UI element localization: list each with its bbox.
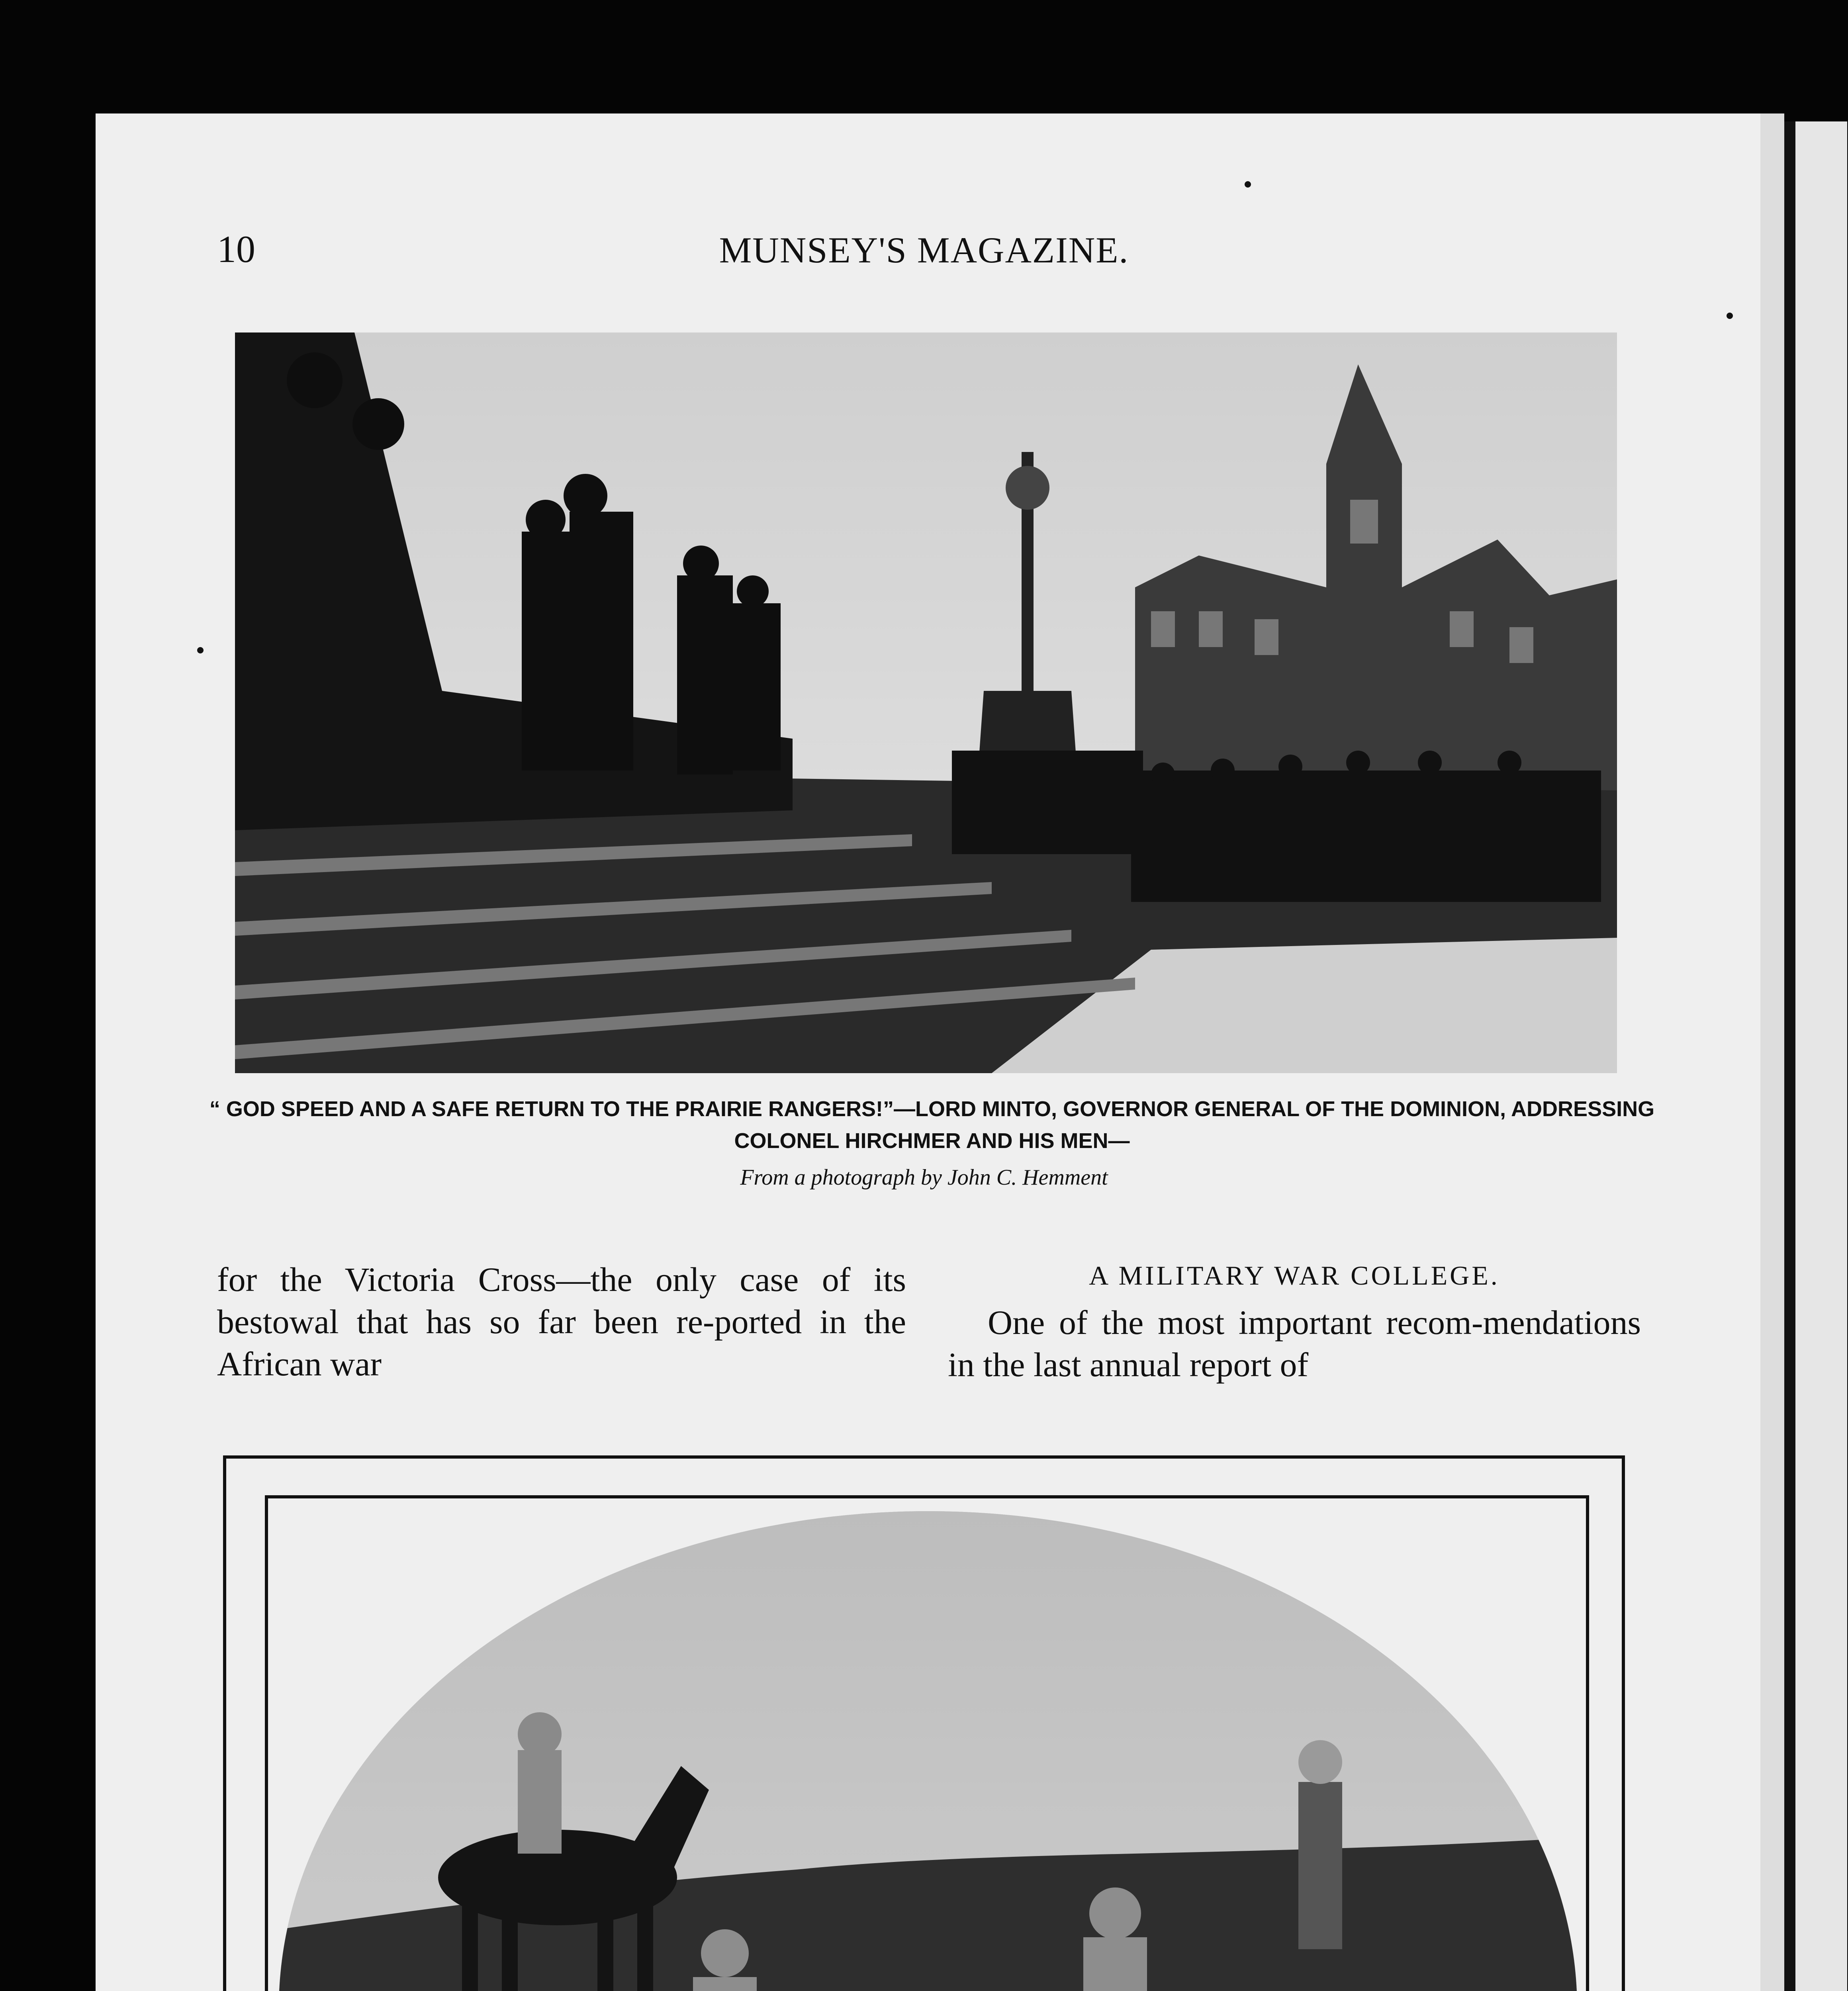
section-heading: A MILITARY WAR COLLEGE.	[1089, 1260, 1500, 1291]
top-photo-caption: “ GOD SPEED AND A SAFE RETURN TO THE PRAIRIE RANGERS!”—LORD MINTO, GOVERNOR GENERAL OF THE DOMINION, ADDRESSING COLONEL HIRCHMER AND HIS MEN—	[209, 1097, 1655, 1153]
top-photograph	[235, 332, 1617, 1073]
parliament-steps-scene	[235, 332, 1617, 1073]
scan-speck	[1245, 181, 1251, 188]
scan-speck	[1727, 313, 1733, 319]
right-column	[948, 1258, 1641, 1386]
left-column	[217, 1258, 906, 1385]
left-column-text: for the Victoria Cross—the only case of its bestowal that has so far been re-ported in the African war	[217, 1260, 906, 1383]
scan-speck	[197, 647, 204, 653]
right-column-text: One of the most important recom-mendations in the last annual report of	[948, 1303, 1641, 1384]
facing-page-edge	[1784, 121, 1847, 1991]
running-head: MUNSEY'S MAGAZINE.	[719, 230, 1129, 270]
photo-credit: From a photograph by John C. Hemment	[740, 1165, 1108, 1190]
page-number: 10	[217, 228, 255, 270]
